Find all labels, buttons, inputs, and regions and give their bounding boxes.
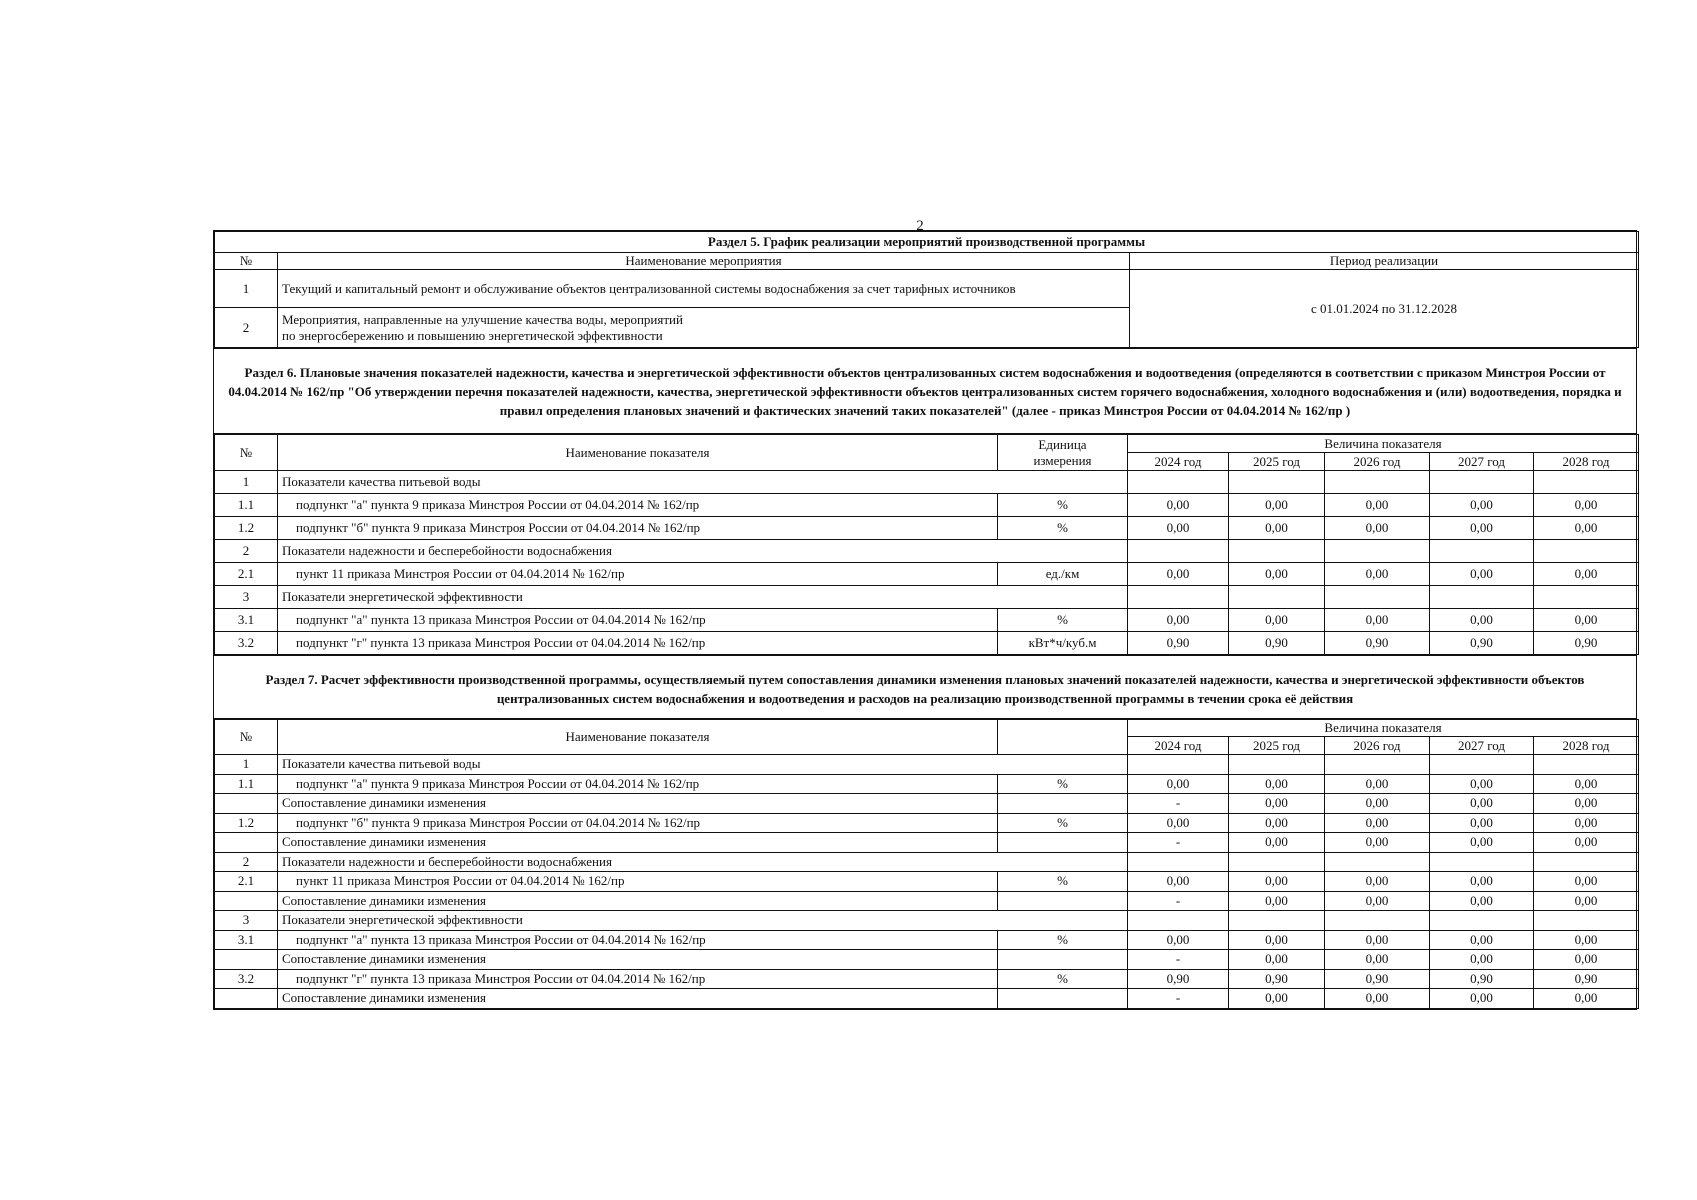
value-cell: 0,00 xyxy=(1229,774,1325,794)
row-num: 2.1 xyxy=(215,563,278,586)
empty-cell xyxy=(1229,911,1325,931)
header-unit-line1: Единица xyxy=(1038,436,1087,452)
row-num: 1.1 xyxy=(215,774,278,794)
header-num: № xyxy=(215,435,278,471)
value-cell: 0,90 xyxy=(1128,632,1229,655)
section6-title: Раздел 6. Плановые значения показателей надежности, качества и энергетической эффективности объектов централизованных систем водоснабжения и водоотведения (определяются в соответствии с приказом Минстроя России от 04.04.2014 № 162/пр "Об утверждении перечня показателей надежности, качества, энергетической эффективности объектов централизованных систем горячего водоснабжения, холодного водоснабжения и (или) водоотведения, порядка и правил определения плановых значений и фактических значений таких показателей" (далее - приказ Минстроя России от 04.04.2014 № 162/пр ) xyxy=(214,348,1636,434)
value-cell: 0,00 xyxy=(1534,609,1639,632)
indicator-name: подпункт "г" пункта 13 приказа Минстроя России от 04.04.2014 № 162/пр xyxy=(278,632,998,655)
header-activity-name: Наименование мероприятия xyxy=(278,253,1130,270)
value-cell: - xyxy=(1128,950,1229,970)
group-name: Показатели качества питьевой воды xyxy=(278,471,1128,494)
indicator-name: подпункт "а" пункта 9 приказа Минстроя России от 04.04.2014 № 162/пр xyxy=(278,774,998,794)
value-cell: 0,00 xyxy=(1325,563,1430,586)
value-cell: 0,00 xyxy=(1534,494,1639,517)
empty-cell xyxy=(1534,911,1639,931)
indicator-name: подпункт "б" пункта 9 приказа Минстроя России от 04.04.2014 № 162/пр xyxy=(278,813,998,833)
row-num xyxy=(215,794,278,814)
value-cell: 0,90 xyxy=(1325,969,1430,989)
section7-table xyxy=(214,719,1639,1009)
row-num: 1 xyxy=(215,471,278,494)
group-row xyxy=(215,755,1639,775)
value-cell: 0,00 xyxy=(1325,950,1430,970)
header-year: 2026 год xyxy=(1325,453,1430,471)
value-cell: 0,00 xyxy=(1229,833,1325,853)
value-cell: 0,00 xyxy=(1430,563,1534,586)
empty-cell xyxy=(1534,471,1639,494)
value-cell: 0,00 xyxy=(1325,774,1430,794)
indicator-name: пункт 11 приказа Минстроя России от 04.04.2014 № 162/пр xyxy=(278,563,998,586)
value-cell: 0,00 xyxy=(1325,989,1430,1009)
empty-cell xyxy=(1325,852,1430,872)
empty-cell xyxy=(1430,911,1534,931)
empty-cell xyxy=(1430,852,1534,872)
group-row xyxy=(215,471,1639,494)
value-cell: 0,00 xyxy=(1128,494,1229,517)
value-cell: 0,00 xyxy=(1325,517,1430,540)
indicator-row xyxy=(215,969,1639,989)
value-cell: 0,90 xyxy=(1325,632,1430,655)
value-cell: 0,00 xyxy=(1430,517,1534,540)
unit-cell: % xyxy=(998,517,1128,540)
value-cell: 0,90 xyxy=(1128,969,1229,989)
indicator-name: подпункт "б" пункта 9 приказа Минстроя России от 04.04.2014 № 162/пр xyxy=(278,517,998,540)
indicator-row xyxy=(215,872,1639,892)
value-cell: 0,90 xyxy=(1229,969,1325,989)
s5-row-num: 1 xyxy=(215,270,278,308)
value-cell: 0,00 xyxy=(1325,891,1430,911)
s5-row-name-line2: по энергосбережению и повышению энергетической эффективности xyxy=(282,327,663,343)
row-num: 1 xyxy=(215,755,278,775)
row-num: 3 xyxy=(215,911,278,931)
value-cell: 0,00 xyxy=(1430,794,1534,814)
unit-cell: % xyxy=(998,813,1128,833)
header-year: 2024 год xyxy=(1128,737,1229,755)
value-cell: - xyxy=(1128,794,1229,814)
group-name: Показатели надежности и бесперебойности водоснабжения xyxy=(278,540,1128,563)
row-num: 1.1 xyxy=(215,494,278,517)
unit-cell: % xyxy=(998,930,1128,950)
group-name: Показатели энергетической эффективности xyxy=(278,586,1128,609)
empty-cell xyxy=(1325,540,1430,563)
row-num: 3.1 xyxy=(215,609,278,632)
row-num: 3.2 xyxy=(215,632,278,655)
value-cell: 0,00 xyxy=(1534,563,1639,586)
row-num xyxy=(215,833,278,853)
s5-row-name: Текущий и капитальный ремонт и обслуживание объектов централизованной системы водоснабжения за счет тарифных источников xyxy=(278,270,1130,308)
header-unit xyxy=(998,435,1128,471)
unit-cell: % xyxy=(998,872,1128,892)
indicator-name: подпункт "а" пункта 13 приказа Минстроя России от 04.04.2014 № 162/пр xyxy=(278,609,998,632)
value-cell: 0,90 xyxy=(1430,632,1534,655)
value-cell: 0,00 xyxy=(1229,872,1325,892)
document-body xyxy=(213,230,1637,1010)
header-year: 2028 год xyxy=(1534,737,1639,755)
value-cell: 0,00 xyxy=(1128,563,1229,586)
row-num: 3 xyxy=(215,586,278,609)
value-cell: 0,00 xyxy=(1534,872,1639,892)
value-cell: 0,00 xyxy=(1229,950,1325,970)
value-cell: 0,00 xyxy=(1534,950,1639,970)
header-year: 2026 год xyxy=(1325,737,1430,755)
value-cell: 0,00 xyxy=(1325,813,1430,833)
unit-cell xyxy=(998,950,1128,970)
value-cell: 0,00 xyxy=(1325,494,1430,517)
value-cell: 0,00 xyxy=(1534,930,1639,950)
value-cell: 0,00 xyxy=(1534,794,1639,814)
indicator-row xyxy=(215,609,1639,632)
empty-cell xyxy=(1229,586,1325,609)
value-cell: 0,00 xyxy=(1430,891,1534,911)
empty-cell xyxy=(1128,911,1229,931)
section5-table xyxy=(214,231,1639,348)
value-cell: 0,00 xyxy=(1128,813,1229,833)
value-cell: 0,00 xyxy=(1229,989,1325,1009)
value-cell: 0,00 xyxy=(1430,989,1534,1009)
value-cell: - xyxy=(1128,833,1229,853)
indicator-row xyxy=(215,813,1639,833)
group-name: Показатели надежности и бесперебойности водоснабжения xyxy=(278,852,1128,872)
value-cell: 0,00 xyxy=(1430,930,1534,950)
header-unit-blank xyxy=(998,720,1128,755)
empty-cell xyxy=(1128,852,1229,872)
empty-cell xyxy=(1229,852,1325,872)
value-cell: 0,00 xyxy=(1430,833,1534,853)
header-year: 2028 год xyxy=(1534,453,1639,471)
value-cell: 0,00 xyxy=(1325,609,1430,632)
header-indicator-name: Наименование показателя xyxy=(278,720,998,755)
header-year: 2027 год xyxy=(1430,453,1534,471)
indicator-name: подпункт "г" пункта 13 приказа Минстроя России от 04.04.2014 № 162/пр xyxy=(278,969,998,989)
empty-cell xyxy=(1128,471,1229,494)
value-cell: 0,00 xyxy=(1229,930,1325,950)
header-unit-line2: измерения xyxy=(1033,452,1092,468)
indicator-name: подпункт "а" пункта 9 приказа Минстроя России от 04.04.2014 № 162/пр xyxy=(278,494,998,517)
group-row xyxy=(215,540,1639,563)
unit-cell: % xyxy=(998,969,1128,989)
value-cell: 0,00 xyxy=(1128,517,1229,540)
comparison-row xyxy=(215,950,1639,970)
s5-row-name-line1: Мероприятия, направленные на улучшение качества воды, мероприятий xyxy=(282,311,683,327)
empty-cell xyxy=(1430,471,1534,494)
value-cell: 0,00 xyxy=(1229,517,1325,540)
value-cell: 0,00 xyxy=(1229,813,1325,833)
value-cell: 0,00 xyxy=(1430,494,1534,517)
value-cell: 0,00 xyxy=(1430,950,1534,970)
comparison-row xyxy=(215,794,1639,814)
s5-row-num: 2 xyxy=(215,308,278,348)
group-row xyxy=(215,911,1639,931)
value-cell: 0,00 xyxy=(1534,833,1639,853)
indicator-name: пункт 11 приказа Минстроя России от 04.04.2014 № 162/пр xyxy=(278,872,998,892)
unit-cell xyxy=(998,794,1128,814)
empty-cell xyxy=(1430,755,1534,775)
indicator-name: подпункт "а" пункта 13 приказа Минстроя России от 04.04.2014 № 162/пр xyxy=(278,930,998,950)
row-num: 3.1 xyxy=(215,930,278,950)
unit-cell: % xyxy=(998,494,1128,517)
unit-cell: ед./км xyxy=(998,563,1128,586)
empty-cell xyxy=(1128,540,1229,563)
header-year: 2024 год xyxy=(1128,453,1229,471)
value-cell: 0,00 xyxy=(1534,813,1639,833)
header-indicator-name: Наименование показателя xyxy=(278,435,998,471)
empty-cell xyxy=(1128,586,1229,609)
value-cell: 0,00 xyxy=(1325,930,1430,950)
comparison-label: Сопоставление динамики изменения xyxy=(278,989,998,1009)
value-cell: 0,90 xyxy=(1430,969,1534,989)
indicator-row xyxy=(215,930,1639,950)
row-num xyxy=(215,989,278,1009)
empty-cell xyxy=(1229,471,1325,494)
value-cell: 0,00 xyxy=(1229,794,1325,814)
row-num: 3.2 xyxy=(215,969,278,989)
comparison-row xyxy=(215,989,1639,1009)
value-cell: 0,00 xyxy=(1325,794,1430,814)
indicator-row xyxy=(215,632,1639,655)
empty-cell xyxy=(1534,586,1639,609)
value-cell: 0,00 xyxy=(1325,872,1430,892)
s5-row-name xyxy=(278,308,1130,348)
comparison-label: Сопоставление динамики изменения xyxy=(278,891,998,911)
section5-title: Раздел 5. График реализации мероприятий производственной программы xyxy=(215,232,1639,253)
indicator-row xyxy=(215,494,1639,517)
value-cell: 0,00 xyxy=(1325,833,1430,853)
period-value: с 01.01.2024 по 31.12.2028 xyxy=(1130,270,1639,348)
unit-cell xyxy=(998,891,1128,911)
header-num: № xyxy=(215,720,278,755)
value-cell: 0,00 xyxy=(1534,891,1639,911)
value-cell: 0,90 xyxy=(1534,969,1639,989)
value-cell: 0,00 xyxy=(1430,774,1534,794)
indicator-row xyxy=(215,563,1639,586)
value-cell: 0,90 xyxy=(1534,632,1639,655)
empty-cell xyxy=(1229,540,1325,563)
empty-cell xyxy=(1128,755,1229,775)
value-cell: - xyxy=(1128,891,1229,911)
empty-cell xyxy=(1430,586,1534,609)
comparison-label: Сопоставление динамики изменения xyxy=(278,950,998,970)
group-row xyxy=(215,586,1639,609)
row-num: 2.1 xyxy=(215,872,278,892)
header-year: 2025 год xyxy=(1229,737,1325,755)
row-num xyxy=(215,950,278,970)
value-cell: 0,00 xyxy=(1128,872,1229,892)
value-cell: 0,00 xyxy=(1229,494,1325,517)
header-period: Период реализации xyxy=(1130,253,1639,270)
value-cell: 0,00 xyxy=(1229,563,1325,586)
comparison-row xyxy=(215,891,1639,911)
empty-cell xyxy=(1534,852,1639,872)
header-year: 2027 год xyxy=(1430,737,1534,755)
group-name: Показатели качества питьевой воды xyxy=(278,755,1128,775)
row-num: 1.2 xyxy=(215,813,278,833)
empty-cell xyxy=(1325,911,1430,931)
header-year: 2025 год xyxy=(1229,453,1325,471)
value-cell: 0,00 xyxy=(1128,930,1229,950)
indicator-row xyxy=(215,774,1639,794)
row-num: 1.2 xyxy=(215,517,278,540)
value-cell: 0,00 xyxy=(1534,989,1639,1009)
unit-cell xyxy=(998,989,1128,1009)
value-cell: 0,00 xyxy=(1128,774,1229,794)
unit-cell: % xyxy=(998,609,1128,632)
unit-cell xyxy=(998,833,1128,853)
row-num: 2 xyxy=(215,540,278,563)
empty-cell xyxy=(1325,755,1430,775)
comparison-label: Сопоставление динамики изменения xyxy=(278,794,998,814)
value-cell: 0,00 xyxy=(1229,891,1325,911)
comparison-row xyxy=(215,833,1639,853)
header-value: Величина показателя xyxy=(1128,435,1639,453)
empty-cell xyxy=(1534,755,1639,775)
empty-cell xyxy=(1325,471,1430,494)
page-number: 2 xyxy=(916,218,924,234)
empty-cell xyxy=(1534,540,1639,563)
value-cell: 0,00 xyxy=(1430,609,1534,632)
empty-cell xyxy=(1229,755,1325,775)
group-name: Показатели энергетической эффективности xyxy=(278,911,1128,931)
value-cell: 0,00 xyxy=(1534,774,1639,794)
section7-title: Раздел 7. Расчет эффективности производственной программы, осуществляемый путем сопоставления динамики изменения плановых значений показателей надежности, качества и энергетической эффективности объектов централизованных систем водоснабжения и водоотведения и расходов на реализацию производственной программы в течении срока её действия xyxy=(214,655,1636,719)
empty-cell xyxy=(1325,586,1430,609)
value-cell: 0,00 xyxy=(1229,609,1325,632)
group-row xyxy=(215,852,1639,872)
value-cell: 0,00 xyxy=(1534,517,1639,540)
header-value: Величина показателя xyxy=(1128,720,1639,737)
row-num: 2 xyxy=(215,852,278,872)
unit-cell: кВт*ч/куб.м xyxy=(998,632,1128,655)
section6-table xyxy=(214,434,1639,655)
comparison-label: Сопоставление динамики изменения xyxy=(278,833,998,853)
value-cell: 0,00 xyxy=(1430,872,1534,892)
header-num: № xyxy=(215,253,278,270)
value-cell: - xyxy=(1128,989,1229,1009)
row-num xyxy=(215,891,278,911)
indicator-row xyxy=(215,517,1639,540)
empty-cell xyxy=(1430,540,1534,563)
value-cell: 0,90 xyxy=(1229,632,1325,655)
unit-cell: % xyxy=(998,774,1128,794)
value-cell: 0,00 xyxy=(1128,609,1229,632)
value-cell: 0,00 xyxy=(1430,813,1534,833)
